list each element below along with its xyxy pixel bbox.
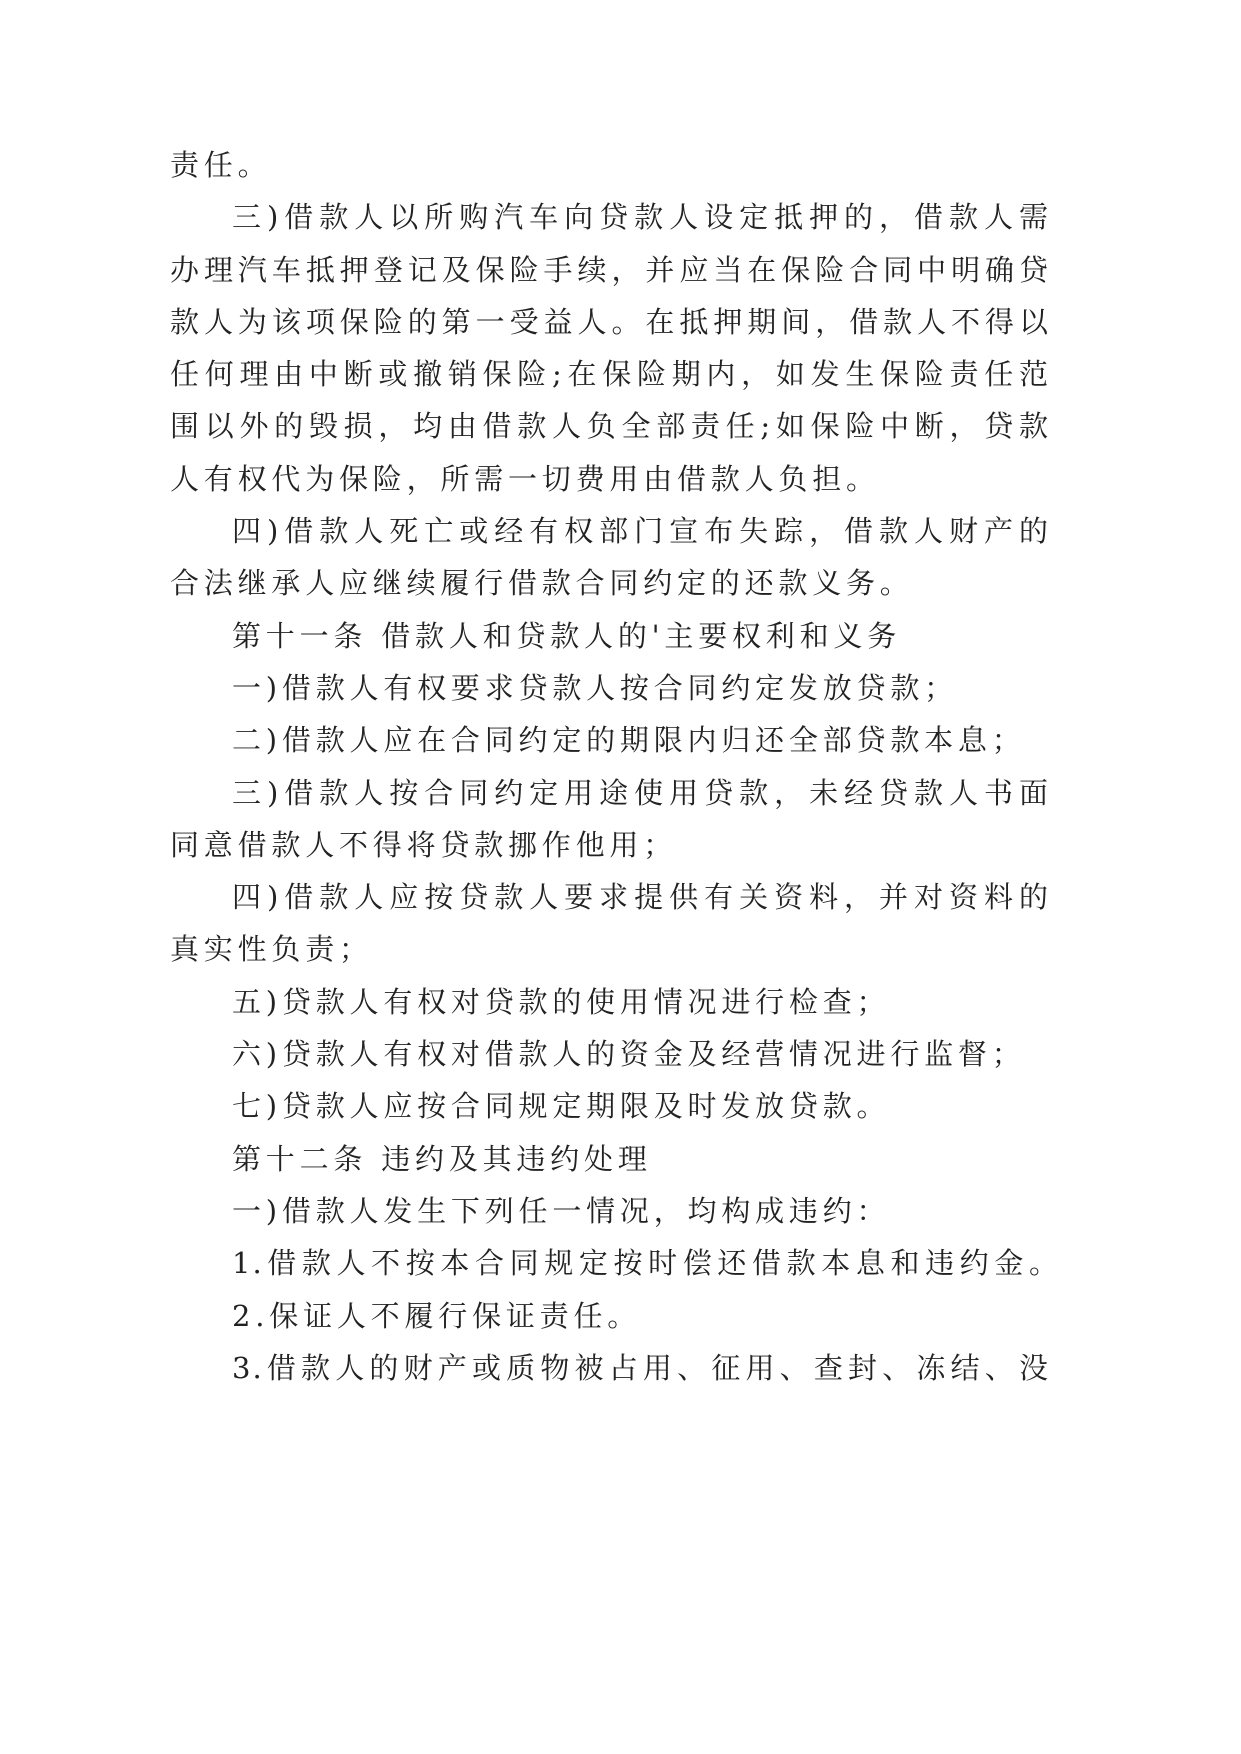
text-line: 六)贷款人有权对借款人的资金及经营情况进行监督； [232, 1037, 1026, 1072]
text-line: 四)借款人应按贷款人要求提供有关资料，并对资料的 [232, 880, 1050, 915]
text-line: 五)贷款人有权对贷款的使用情况进行检查； [232, 984, 891, 1019]
text-line: 一)借款人有权要求贷款人按合同约定发放贷款； [232, 670, 958, 705]
text-line: 款人为该项保险的第一受益人。在抵押期间，借款人不得以 [170, 304, 1050, 339]
text-line: 2.保证人不履行保证责任。 [232, 1298, 642, 1333]
text-line: 办理汽车抵押登记及保险手续，并应当在保险合同中明确贷 [170, 252, 1050, 287]
text-line: 人有权代为保险，所需一切费用由借款人负担。 [170, 461, 880, 496]
text-line: 一)借款人发生下列任一情况，均构成违约： [232, 1193, 891, 1228]
text-line: 三)借款人按合同约定用途使用贷款，未经贷款人书面 [232, 775, 1050, 810]
article-heading: 第十一条 借款人和贷款人的'主要权利和义务 [232, 618, 901, 653]
text-line: 围以外的毁损，均由借款人负全部责任;如保险中断，贷款 [170, 409, 1050, 444]
text-line: 四)借款人死亡或经有权部门宣布失踪，借款人财产的 [232, 514, 1050, 549]
text-line: 合法继承人应继续履行借款合同约定的还款义务。 [170, 566, 914, 601]
text-line: 同意借款人不得将贷款挪作他用； [170, 827, 678, 862]
article-heading: 第十二条 违约及其违约处理 [232, 1141, 652, 1176]
text-line: 真实性负责； [170, 932, 373, 967]
text-line: 3.借款人的财产或质物被占用、征用、查封、冻结、没 [232, 1350, 1050, 1385]
text-line: 七)贷款人应按合同规定期限及时发放贷款。 [232, 1089, 891, 1124]
text-line: 1.借款人不按本合同规定按时偿还借款本息和违约金。 [232, 1246, 1060, 1281]
text-line: 三)借款人以所购汽车向贷款人设定抵押的，借款人需 [232, 200, 1050, 235]
text-line: 任何理由中断或撤销保险;在保险期内，如发生保险责任范 [170, 357, 1050, 392]
text-line: 二)借款人应在合同约定的期限内归还全部贷款本息； [232, 723, 1026, 758]
text-line: 责任。 [170, 148, 272, 182]
